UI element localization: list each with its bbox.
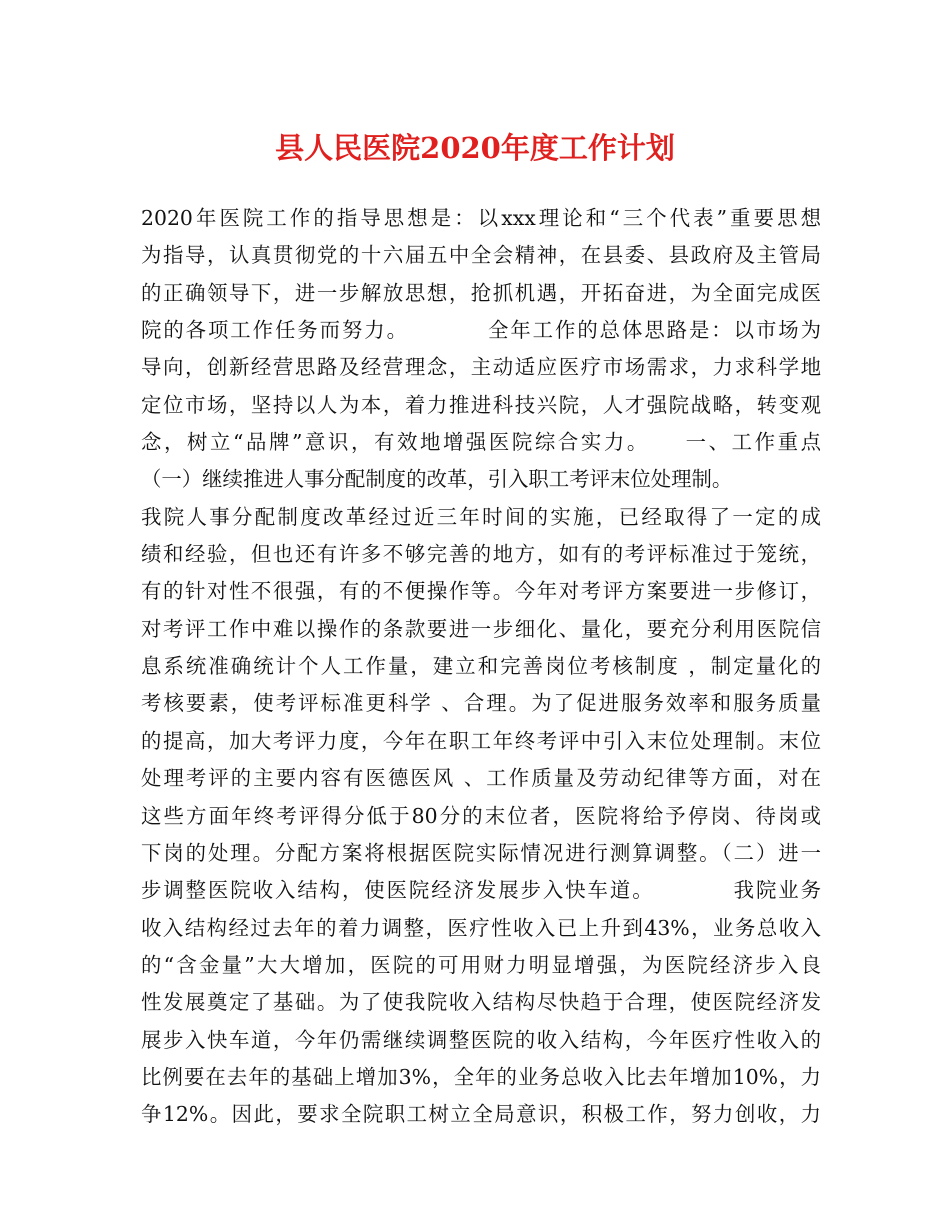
body-line: 的“含金量”大大增加，医院的可用财力明显增强，为医院经济步入良	[141, 952, 821, 977]
document-body	[141, 200, 821, 1134]
body-line: 处理考评的主要内容有医德医风 、工作质量及劳动纪律等方面，对在	[141, 766, 821, 791]
document-title: 县人民医院2020年度工作计划	[275, 131, 675, 165]
body-line: 收入结构经过去年的着力调整，医疗性收入已上升到43%，业务总收入	[141, 915, 821, 940]
body-line: 步调整医院收入结构，使医院经济发展步入快车道。 我院业务	[141, 878, 821, 903]
body-line: 导向，创新经营思路及经营理念，主动适应医疗市场需求，力求科学地	[141, 355, 821, 380]
body-line: 争12%。因此，要求全院职工树立全局意识，积极工作，努力创收，力	[141, 1102, 821, 1127]
body-line: （一）继续推进人事分配制度的改革，引入职工考评末位处理制。	[141, 467, 733, 492]
body-line: 为指导，认真贯彻党的十六届五中全会精神，在县委、县政府及主管局	[141, 243, 821, 268]
body-line: 下岗的处理。分配方案将根据医院实际情况进行测算调整。（二）进一	[141, 840, 821, 865]
body-line: 我院人事分配制度改革经过近三年时间的实施，已经取得了一定的成	[141, 504, 821, 529]
body-line: 定位市场，坚持以人为本，着力推进科技兴院，人才强院战略，转变观	[141, 392, 821, 417]
body-line: 展步入快车道，今年仍需继续调整医院的收入结构，今年医疗性收入的	[141, 1027, 821, 1052]
body-line: 性发展奠定了基础。为了使我院收入结构尽快趋于合理，使医院经济发	[141, 990, 821, 1015]
body-line: 院的各项工作任务而努力。 全年工作的总体思路是：以市场为	[141, 318, 821, 343]
body-line: 有的针对性不很强，有的不便操作等。今年对考评方案要进一步修订，	[141, 579, 821, 604]
body-line: 考核要素，使考评标准更科学 、合理。为了促进服务效率和服务质量	[141, 691, 821, 716]
body-line: 念，树立“品牌”意识，有效地增强医院综合实力。 一、工作重点	[141, 430, 821, 455]
body-line: 这些方面年终考评得分低于80分的末位者，医院将给予停岗、待岗或	[141, 803, 821, 828]
body-line: 的提高，加大考评力度，今年在职工年终考评中引入末位处理制。末位	[141, 728, 821, 753]
body-line: 绩和经验，但也还有许多不够完善的地方，如有的考评标准过于笼统，	[141, 542, 821, 567]
body-line: 息系统准确统计个人工作量，建立和完善岗位考核制度 ，制定量化的	[141, 654, 821, 679]
body-line: 对考评工作中难以操作的条款要进一步细化、量化，要充分利用医院信	[141, 616, 821, 641]
body-line: 比例要在去年的基础上增加3%，全年的业务总收入比去年增加10%，力	[141, 1064, 821, 1089]
body-line: 2020年医院工作的指导思想是：以xxx理论和“三个代表”重要思想	[141, 206, 821, 230]
body-line: 的正确领导下，进一步解放思想，抢抓机遇，开拓奋进，为全面完成医	[141, 280, 821, 305]
